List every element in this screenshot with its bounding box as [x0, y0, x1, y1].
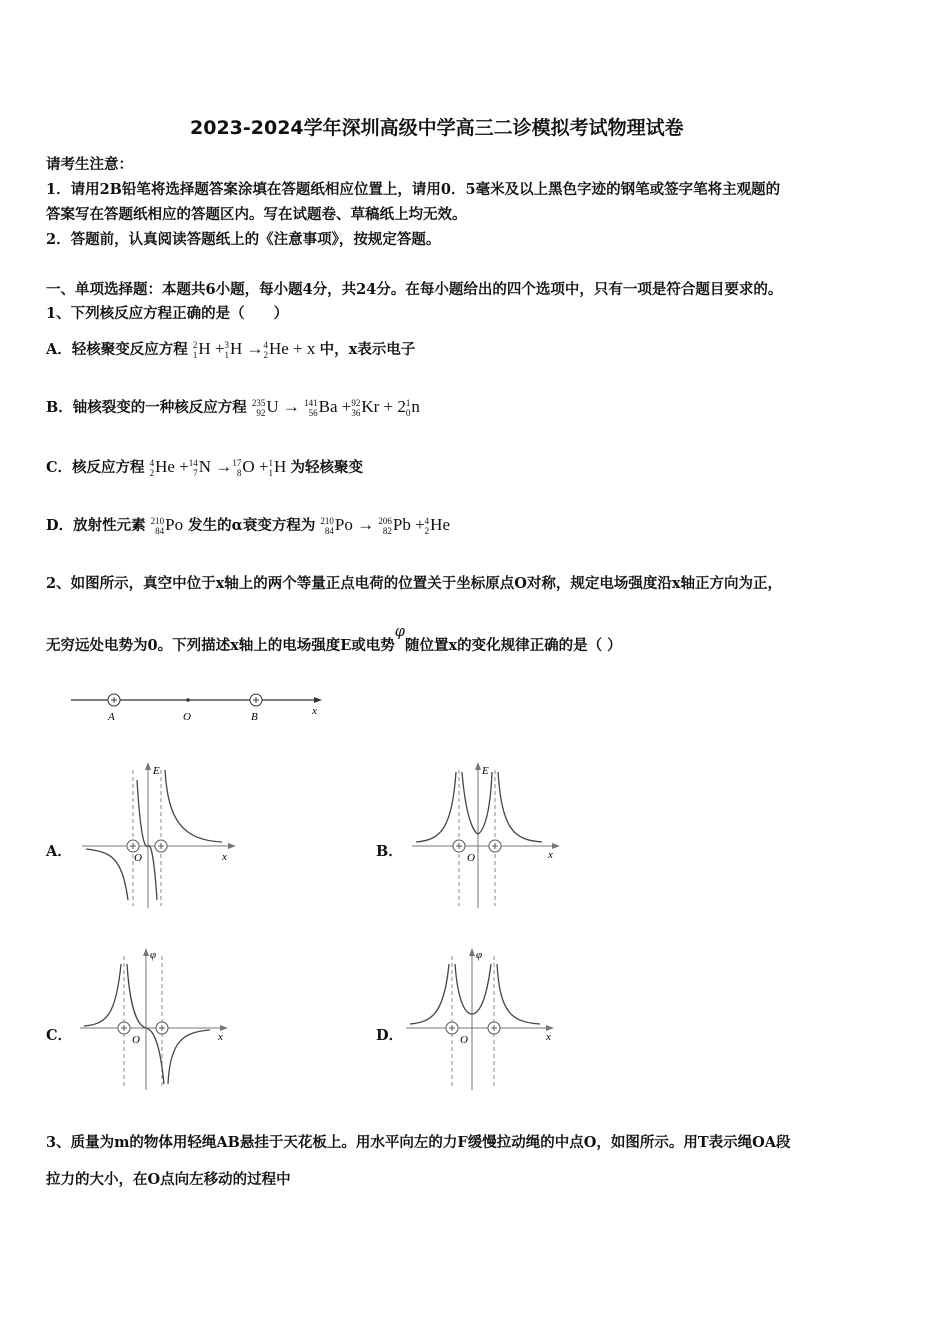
graph-c-o-label: O — [132, 1034, 140, 1046]
q1-d-nuclide: 210 84 Po — [150, 515, 184, 537]
charge-diagram — [66, 688, 336, 728]
graph-a-e-label: E — [153, 765, 160, 777]
notice-line-1a: 1．请用2B铅笔将选择题答案涂填在答题纸相应位置上，请用0．5毫米及以上黑色字迹的钢笔或签字笔将主观题的 — [46, 181, 781, 198]
q1-a-prefix: A．轻核聚变反应方程 — [46, 341, 188, 358]
section-heading: 一、单项选择题：本题共6小题，每小题4分，共24分。在每小题给出的四个选项中，只有一项是符合题目要求的。 — [46, 281, 783, 298]
graph-d-x-label: x — [546, 1031, 551, 1043]
graph-b-o-label: O — [467, 852, 475, 864]
label-x: x — [312, 705, 317, 717]
notice-line-2: 2．答题前，认真阅读答题纸上的《注意事项》，按规定答题。 — [46, 231, 441, 248]
graph-d-o-label: O — [460, 1034, 468, 1046]
q2-option-c-label: C． — [46, 1027, 73, 1044]
q1-b-prefix: B．铀核裂变的一种核反应方程 — [46, 399, 247, 416]
q2-option-d-label: D． — [376, 1027, 404, 1044]
graph-c-x-label: x — [218, 1031, 223, 1043]
label-a: A — [108, 711, 115, 723]
q1-stem: 1、下列核反应方程正确的是（ ） — [46, 305, 289, 322]
q1-c-prefix: C．核反应方程 — [46, 459, 145, 476]
graph-b — [412, 760, 572, 910]
graph-a — [82, 760, 242, 910]
q1-option-a — [46, 338, 415, 360]
q2-option-b-label: B． — [376, 843, 403, 860]
q1-c-suffix: 为轻核聚变 — [290, 459, 363, 476]
q1-d-mid: 发生的α衰变方程为 — [188, 517, 316, 534]
notice-line-1b: 答案写在答题纸相应的答题区内。写在试题卷、草稿纸上均无效。 — [46, 206, 467, 223]
q1-option-b — [46, 396, 420, 418]
q1-d-equation: 210 84 Po → 206 82 Pb + 4 2 He — [320, 515, 450, 537]
q1-option-d — [46, 514, 450, 536]
q2-option-a-label: A． — [46, 843, 72, 860]
graph-b-x-label: x — [548, 849, 553, 861]
q1-a-suffix: 中，x表示电子 — [319, 341, 416, 358]
q1-d-prefix: D．放射性元素 — [46, 517, 146, 534]
graph-a-o-label: O — [134, 852, 142, 864]
q2-stem-line-2 — [46, 624, 622, 655]
graph-c-phi-label: φ — [150, 949, 157, 961]
q2-stem-c: 随位置x的变化规律正确的是（ ） — [404, 637, 622, 654]
q2-stem-b: 无穷远处电势为0。下列描述x轴上的电场强度E或电势 — [46, 637, 395, 654]
q1-c-equation: 4 2 He + 14 7 N → 17 8 O + 1 1 H — [149, 457, 291, 479]
label-o: O — [183, 711, 191, 723]
graph-d-phi-label: φ — [476, 949, 483, 961]
graph-d — [406, 944, 566, 1094]
q2-phi-symbol: φ — [394, 624, 405, 640]
q1-b-equation: 235 92 U → 141 56 Ba + 92 36 Kr + 2 1 0 n — [251, 397, 420, 419]
q3-stem-line-2: 拉力的大小，在O点向左移动的过程中 — [46, 1171, 291, 1188]
notice-heading: 请考生注意： — [46, 156, 133, 173]
q1-option-c — [46, 456, 363, 478]
page-title: 2023-2024学年深圳高级中学高三二诊模拟考试物理试卷 — [190, 117, 684, 139]
graph-a-x-label: x — [222, 851, 227, 863]
q3-stem-line-1: 3、质量为m的物体用轻绳AB悬挂于天花板上。用水平向左的力F缓慢拉动绳的中点O，如图所示。用T表示绳OA段 — [46, 1134, 791, 1151]
label-b: B — [251, 711, 258, 723]
q2-stem-line-1: 2、如图所示，真空中位于x轴上的两个等量正点电荷的位置关于坐标原点O对称，规定电场强度沿x轴正方向为正， — [46, 575, 783, 592]
graph-b-e-label: E — [482, 765, 489, 777]
q1-a-equation: 2 1 H + 3 1 H → 4 2 He + x — [192, 339, 320, 361]
graph-c — [80, 944, 240, 1094]
